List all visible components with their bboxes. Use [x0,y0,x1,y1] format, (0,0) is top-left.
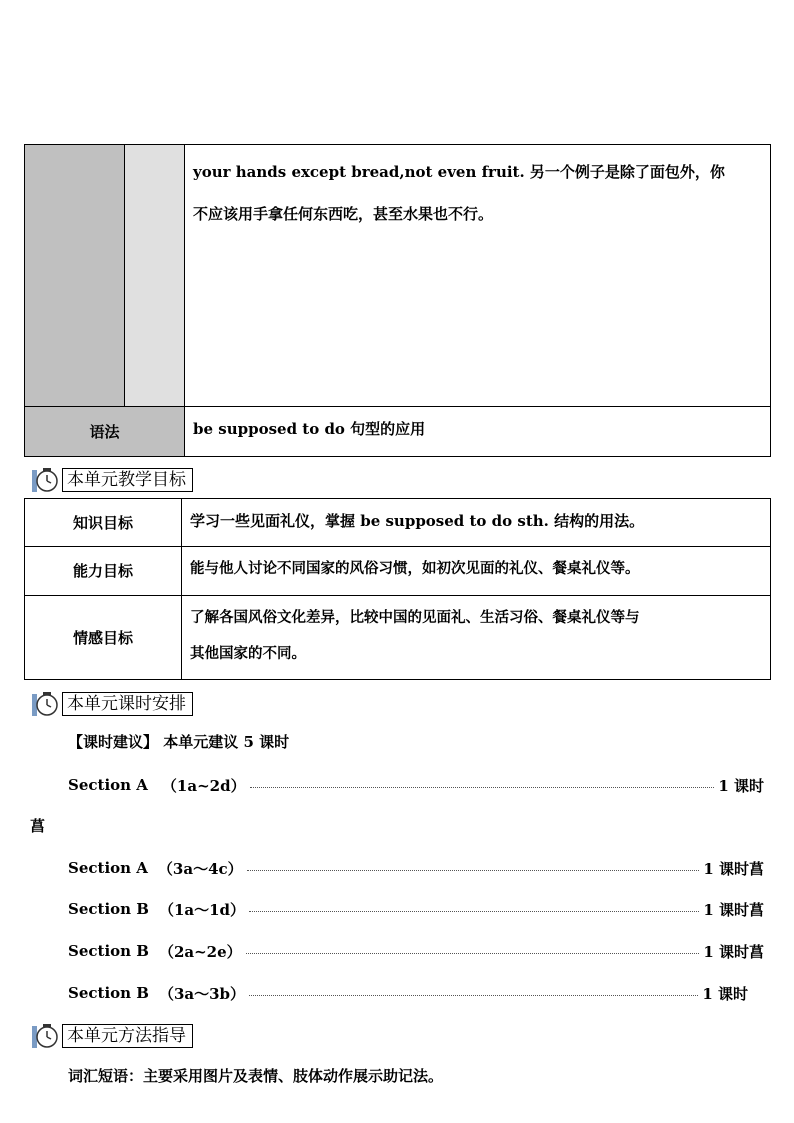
leader-dots [250,787,715,788]
schedule-item [68,898,764,920]
objective-text-line1: 了解各国风俗文化差异，比较中国的见面礼、生活习俗、餐桌礼仪等与 [190,609,640,626]
objective-label: 能力目标 [72,562,133,580]
grammar-value: be supposed to do 句型的应用 [193,420,426,438]
schedule-section: Section B [68,900,149,918]
example-text-line2: 不应该用手拿任何东西吃，甚至水果也不行。 [193,205,494,223]
leader-dots [249,911,699,912]
objective-label-cell-1 [24,498,182,547]
objectives-heading-text: 本单元教学目标 [62,468,193,492]
schedule-range: （1a~2d） [161,776,246,795]
objective-label: 情感目标 [72,628,133,647]
grammar-value-cell [184,406,771,457]
objectives-heading [30,466,193,494]
clock-icon [30,690,60,718]
schedule-section: Section B [68,942,149,960]
objective-label-cell-3 [24,595,182,680]
objective-text-cell-1 [181,498,771,547]
objective-label: 知识目标 [72,513,133,532]
schedule-hours: 1 课时菖 [703,859,764,878]
schedule-section: Section A [68,859,148,877]
schedule-section: Section B [68,984,149,1002]
grammar-label-cell [24,406,185,457]
methods-vocab: 词汇短语：主要采用图片及表情、肢体动作展示助记法。 [68,1067,444,1085]
example-cell [184,144,771,407]
schedule-range: （1a～1d） [158,900,246,919]
schedule-heading-text: 本单元课时安排 [62,692,193,716]
grammar-label: 语法 [89,422,120,441]
objective-text: 能与他人讨论不同国家的风俗习惯，如初次见面的礼仪、餐桌礼仪等。 [190,560,640,577]
schedule-hours: 1 课时菖 [703,942,764,961]
clock-icon [30,1022,60,1050]
table-left-column [24,144,125,407]
objective-text-line2: 其他国家的不同。 [190,645,306,662]
schedule-item [68,982,748,1004]
schedule-range: （3a～4c） [157,859,243,878]
objective-label-cell-2 [24,546,182,596]
schedule-suggestion: 【课时建议】 本单元建议 5 课时 [68,733,290,751]
schedule-hours: 1 课时 [702,984,748,1003]
schedule-hours: 1 课时 [718,776,764,795]
objective-text: 学习一些见面礼仪，掌握 be supposed to do sth. 结构的用法。 [190,512,645,530]
objective-text-cell-2 [181,546,771,596]
leader-dots [246,953,700,954]
table-second-column [124,144,185,407]
schedule-hours: 1 课时菖 [703,900,764,919]
schedule-wrap-char: 菖 [30,817,46,835]
example-text-line1: your hands except bread,not even fruit. 另一个例子是除了面包外，你 [193,163,725,181]
schedule-item [68,857,764,879]
schedule-range: （3a～3b） [158,984,246,1003]
objective-text-cell-3 [181,595,771,680]
schedule-range: （2a~2e） [158,942,242,961]
clock-icon [30,466,60,494]
schedule-item [68,940,764,962]
methods-heading-text: 本单元方法指导 [62,1024,193,1048]
leader-dots [249,995,698,996]
schedule-item [68,774,764,796]
leader-dots [247,870,700,871]
methods-heading [30,1022,193,1050]
schedule-section: Section A [68,776,148,794]
schedule-heading [30,690,193,718]
